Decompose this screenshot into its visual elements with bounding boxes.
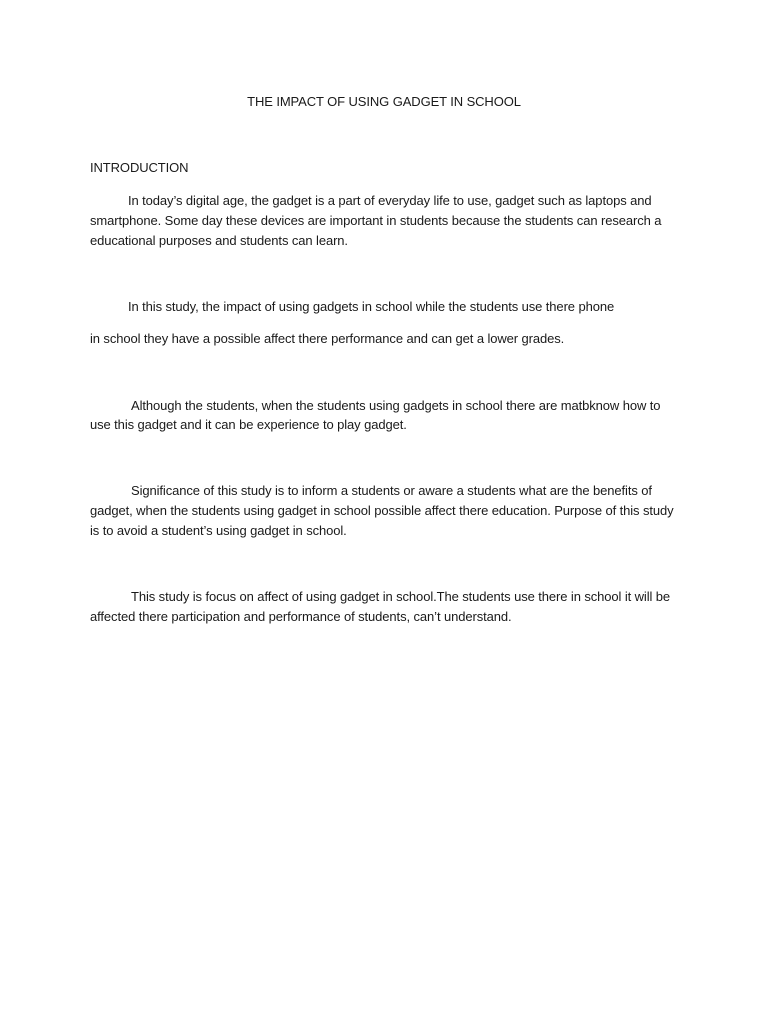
- paragraph-line: affected there participation and performance of students, can’t understand.: [90, 609, 512, 624]
- paragraph-line: is to avoid a student’s using gadget in school.: [90, 523, 347, 538]
- paragraph-line: educational purposes and students can learn.: [90, 233, 348, 248]
- paragraph-line: Significance of this study is to inform a students or aware a students what are the benefits of: [131, 483, 652, 498]
- paragraph-line: smartphone. Some day these devices are important in students because the students can research a: [90, 213, 662, 228]
- paragraph-line: This study is focus on affect of using gadget in school.The students use there in school it will be: [131, 589, 671, 604]
- paragraph-line: In today’s digital age, the gadget is a part of everyday life to use, gadget such as laptops and: [128, 193, 652, 208]
- paragraph-line: gadget, when the students using gadget in school possible affect there education. Purpose of this study: [90, 503, 674, 518]
- paragraph-line: Although the students, when the students using gadgets in school there are matbknow how to: [131, 398, 661, 413]
- paragraph-line: In this study, the impact of using gadgets in school while the students use there phone: [128, 299, 615, 314]
- document-title: THE IMPACT OF USING GADGET IN SCHOOL: [247, 94, 521, 109]
- paragraph-line: in school they have a possible affect there performance and can get a lower grades.: [90, 331, 565, 346]
- paragraph-line: use this gadget and it can be experience to play gadget.: [90, 417, 407, 432]
- section-heading-introduction: INTRODUCTION: [90, 160, 189, 175]
